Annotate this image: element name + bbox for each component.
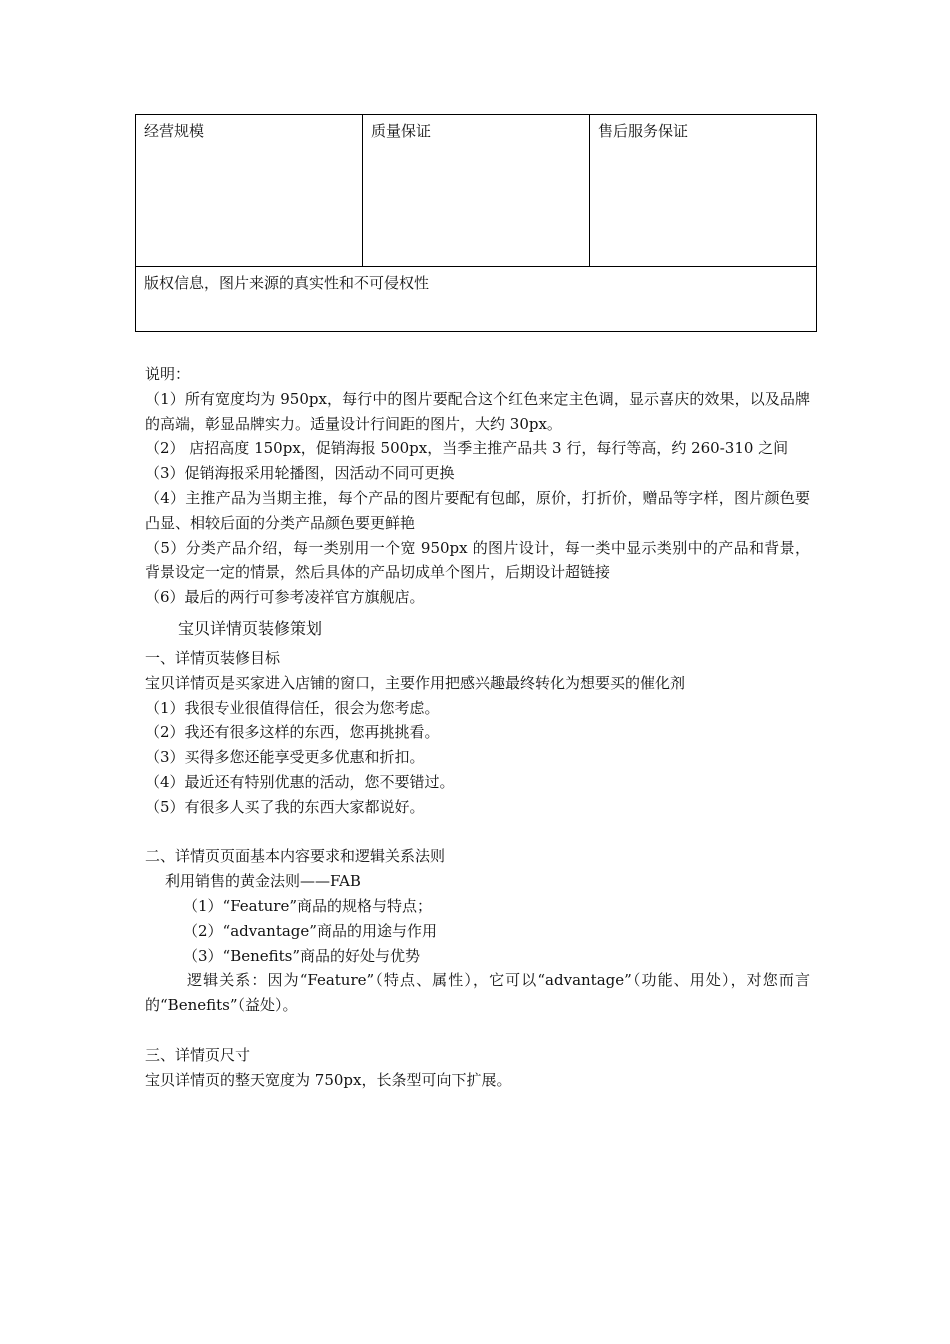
section-3-text: 宝贝详情页的整天宽度为 750px，长条型可向下扩展。 [145,1070,512,1089]
section-2-heading: 二、详情页页面基本内容要求和逻辑关系法则 [145,847,446,866]
table-row [136,115,817,267]
cell-copyright-info: 版权信息，图片来源的真实性和不可侵权性 [136,267,817,332]
note-item-5: （5）分类产品介绍，每一类别用一个宽 950px 的图片设计，每一类中显示类别中的产品和背景，背景设定一定的情景，然后具体的产品切成单个图片，后期设计超链接 [145,538,810,582]
goal-item-5: （5）有很多人买了我的东西大家都说好。 [145,797,425,816]
note-item-2: （2） 店招高度 150px，促销海报 500px，当季主推产品共 3 行，每行等高，约 260-310 之间 [145,439,789,458]
fab-item-2: （2）“advantage”商品的用途与作用 [183,921,437,940]
note-item-1: （1）所有宽度均为 950px，每行中的图片要配合这个红色来定主色调，显示喜庆的效果，以及品牌的高端，彰显品牌实力。适量设计行间距的图片，大约 30px。 [145,389,810,433]
notes-section [145,362,810,1092]
cell-after-sales-guarantee: 售后服务保证 [590,115,817,267]
note-item-6: （6）最后的两行可参考凌祥官方旗舰店。 [145,588,425,607]
spacer [145,1018,810,1043]
spacer [145,820,810,845]
table-row [136,267,817,332]
store-layout-table [135,114,817,332]
detail-page-title: 宝贝详情页装修策划 [178,618,323,638]
section-2-intro: 利用销售的黄金法则——FAB [165,872,361,891]
fab-item-3: （3）“Benefits”商品的好处与优势 [183,946,421,965]
goal-item-1: （1）我很专业很值得信任，很会为您考虑。 [145,698,440,717]
section-1-heading: 一、详情页装修目标 [145,648,281,667]
fab-item-1: （1）“Feature”商品的规格与特点； [183,896,433,915]
cell-business-scale: 经营规模 [136,115,363,267]
goal-item-2: （2）我还有很多这样的东西，您再挑挑看。 [145,723,440,742]
cell-quality-guarantee: 质量保证 [363,115,590,267]
goal-item-4: （4）最近还有特别优惠的活动，您不要错过。 [145,772,455,791]
note-item-4: （4）主推产品为当期主推，每个产品的图片要配有包邮，原价，打折价，赠品等字样，图片颜色要凸显、相较后面的分类产品颜色要更鲜艳 [145,488,810,532]
section-3-heading: 三、详情页尺寸 [145,1045,251,1064]
logic-relation: 逻辑关系：因为“Feature”（特点、属性），它可以“advantage”（功能、用处），对您而言的“Benefits”（益处）。 [145,971,810,1015]
goal-item-3: （3）买得多您还能享受更多优惠和折扣。 [145,748,425,767]
note-item-3: （3）促销海报采用轮播图，因活动不同可更换 [145,464,455,483]
notes-heading: 说明： [145,365,191,383]
section-1-intro: 宝贝详情页是买家进入店铺的窗口，主要作用把感兴趣最终转化为想要买的催化剂 [145,673,686,692]
